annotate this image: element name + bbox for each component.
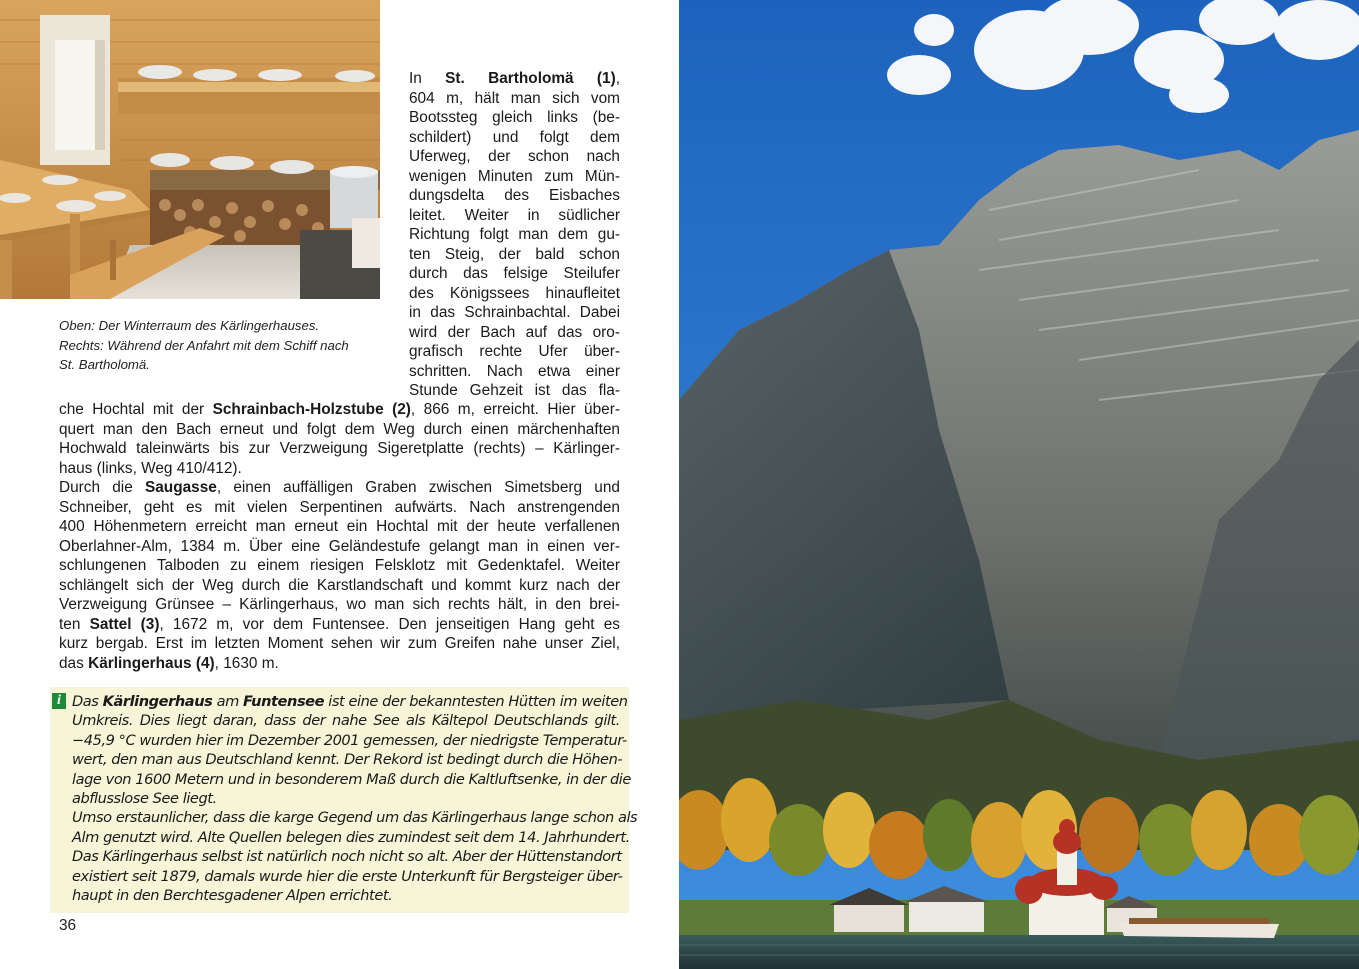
text-line — [59, 595, 620, 615]
text-line — [409, 284, 620, 304]
text-line — [409, 225, 620, 245]
lake-mountain-photo — [679, 0, 1359, 969]
photo-caption — [59, 316, 389, 375]
text-line — [409, 264, 620, 284]
bold-term: Schrainbach-Holzstube (2) — [212, 401, 411, 418]
text-line — [59, 634, 620, 654]
text-run: Uferweg, der schon nach — [409, 148, 620, 165]
text-line — [409, 342, 620, 362]
page-number: 36 — [59, 917, 77, 934]
text-run: schlängelt sich der Weg durch die Karstlandschaft und kommt kurz nach der — [59, 576, 620, 594]
text-run: , einen auffälligen Graben zwischen Simetsberg und — [216, 479, 620, 496]
text-run: , 1630 m. — [214, 654, 279, 672]
text-line — [409, 108, 620, 128]
text-line — [72, 808, 638, 827]
text-run: haupt in den Berchtesgadener Alpen errichtet. — [72, 887, 393, 905]
text-line — [72, 750, 623, 769]
caption-line: Rechts: Während der Anfahrt mit dem Schiff nach — [59, 337, 349, 353]
caption-line: Oben: Der Winterraum des Kärlingerhauses. — [59, 318, 320, 333]
bold-term: Kärlingerhaus (4) — [88, 654, 215, 672]
route-text-main — [59, 400, 620, 673]
text-run: wird der Bach auf das oro- — [409, 323, 620, 341]
text-run: am — [212, 693, 244, 710]
text-run: Umkreis. Dies liegt daran, dass der nahe See als Kältepol Deutschlands gilt. — [72, 712, 620, 730]
text-line — [59, 556, 620, 576]
text-run: ten Steig, der bald schon — [409, 245, 620, 263]
text-line — [59, 478, 620, 498]
route-text-column — [409, 69, 620, 401]
text-run: grafisch rechte Ufer über- — [409, 343, 620, 360]
text-run: −45,9 °C wurden hier im Dezember 2001 gemessen, der niedrigste Temperatur- — [72, 731, 627, 749]
text-line — [409, 89, 620, 109]
text-run: das — [59, 654, 89, 672]
text-line — [72, 789, 620, 808]
text-run: Hochwald taleinwärts bis zur Verzweigung Sigeretplatte (rechts) – Kärlinger- — [59, 440, 620, 457]
text-run: Schneiber, geht es mit vielen Serpentinen aufwärts. Nach anstrengenden — [59, 498, 620, 516]
text-run: Oberlahner-Alm, 1384 m. Über eine Geländestufe gelangt man in einen ver- — [59, 537, 620, 555]
text-line — [59, 576, 620, 596]
text-run: Bootssteg gleich links (be- — [409, 109, 620, 126]
text-line — [409, 167, 620, 187]
text-run: in das Schrainbachtal. Dabei — [409, 304, 620, 321]
text-run: leitet. Weiter in südlicher — [409, 206, 620, 224]
text-line — [72, 711, 620, 730]
text-run: ten — [59, 615, 90, 633]
text-run: Alm genutzt wird. Alte Quellen belegen dies zumindest seit dem 14. Jahrhundert. — [72, 828, 630, 846]
text-run: Das — [72, 693, 103, 710]
text-run: schildert) und folgt dem — [409, 128, 620, 146]
text-line — [59, 517, 620, 537]
text-line — [59, 654, 620, 674]
text-line — [409, 381, 620, 401]
text-line — [409, 323, 620, 343]
text-line — [409, 186, 620, 206]
text-line — [59, 537, 620, 557]
caption-line: St. Bartholomä. — [59, 357, 150, 372]
bold-term: Sattel (3) — [89, 615, 160, 633]
text-line — [59, 400, 620, 420]
text-line — [59, 439, 620, 459]
text-run: Das Kärlingerhaus selbst ist natürlich noch nicht so alt. Aber der Hüttenstandort — [72, 848, 622, 866]
text-line — [72, 828, 630, 847]
text-run: kurz bergab. Erst im letzten Moment sehen wir zum Greifen nahe unser Ziel, — [59, 635, 620, 652]
text-line — [72, 847, 620, 866]
text-line — [59, 615, 620, 635]
text-line — [72, 867, 623, 886]
text-line — [409, 303, 620, 323]
text-run: Verzweigung Grünsee – Kärlingerhaus, wo man sich rechts hält, in den brei- — [59, 596, 620, 613]
text-line — [409, 362, 620, 382]
text-line — [72, 731, 627, 750]
text-run: 604 m, hält man sich vom — [409, 89, 620, 107]
text-run: Stunde Gehzeit ist das fla- — [409, 382, 620, 399]
text-line — [409, 147, 620, 167]
text-run: , 1672 m, vor dem Funtensee. Den jenseitigen Hang geht es — [159, 615, 621, 633]
info-icon: i — [52, 693, 66, 709]
info-box-text — [72, 692, 638, 905]
text-run: dungsdelta des Eisbaches — [409, 187, 620, 204]
text-line — [409, 245, 620, 265]
text-line — [59, 498, 620, 518]
text-run: che Hochtal mit der — [59, 401, 213, 418]
text-run: wenigen Minuten zum Mün- — [409, 167, 620, 185]
text-line — [72, 770, 631, 789]
text-run: lage von 1600 Metern und in besonderem Maß durch die Kaltluftsenke, in der die — [72, 770, 631, 788]
bold-term: Funtensee — [243, 693, 325, 710]
text-run: , — [615, 70, 620, 87]
text-run: Umso erstaunlicher, dass die karge Gegend um das Kärlingerhaus lange schon als — [72, 809, 638, 827]
text-run: , 866 m, erreicht. Hier über- — [410, 401, 620, 418]
text-run: Richtung folgt man dem gu- — [409, 226, 620, 243]
text-line — [409, 69, 620, 89]
bold-term: Saugasse — [144, 479, 217, 496]
text-run: 400 Höhenmetern erreicht man erneut ein Hochtal mit der heute verfallenen — [59, 518, 620, 535]
text-run: durch das felsige Steilufer — [409, 265, 620, 282]
text-run: ist eine der bekanntesten Hütten im weiten — [324, 693, 628, 710]
bold-term: Kärlingerhaus — [102, 693, 213, 710]
text-run: In — [409, 70, 446, 87]
text-run: quert man den Bach erneut und folgt dem Weg durch einen märchenhaften — [59, 420, 620, 438]
text-line — [59, 459, 620, 479]
text-run: schritten. Nach etwa einer — [409, 362, 620, 380]
text-line — [72, 886, 620, 905]
text-run: des Königssees hinaufleitet — [409, 284, 620, 302]
winter-room-photo — [0, 0, 380, 299]
text-run: existiert seit 1879, damals wurde hier die erste Unterkunft für Bergsteiger über- — [72, 867, 623, 885]
text-run: schlungenen Talboden zu einem riesigen Felsklotz mit Gedenktafel. Weiter — [59, 557, 620, 574]
text-line — [59, 420, 620, 440]
text-line — [409, 206, 620, 226]
text-line — [72, 692, 628, 711]
bold-term: St. Bartholomä (1) — [445, 70, 616, 87]
text-run: Durch die — [59, 479, 145, 496]
text-run: wert, den man aus Deutschland kennt. Der Rekord ist bedingt durch die Höhen- — [72, 751, 623, 769]
info-box — [50, 687, 638, 913]
text-run: haus (links, Weg 410/412). — [59, 459, 242, 477]
text-line — [409, 128, 620, 148]
text-run: abflusslose See liegt. — [72, 790, 217, 808]
